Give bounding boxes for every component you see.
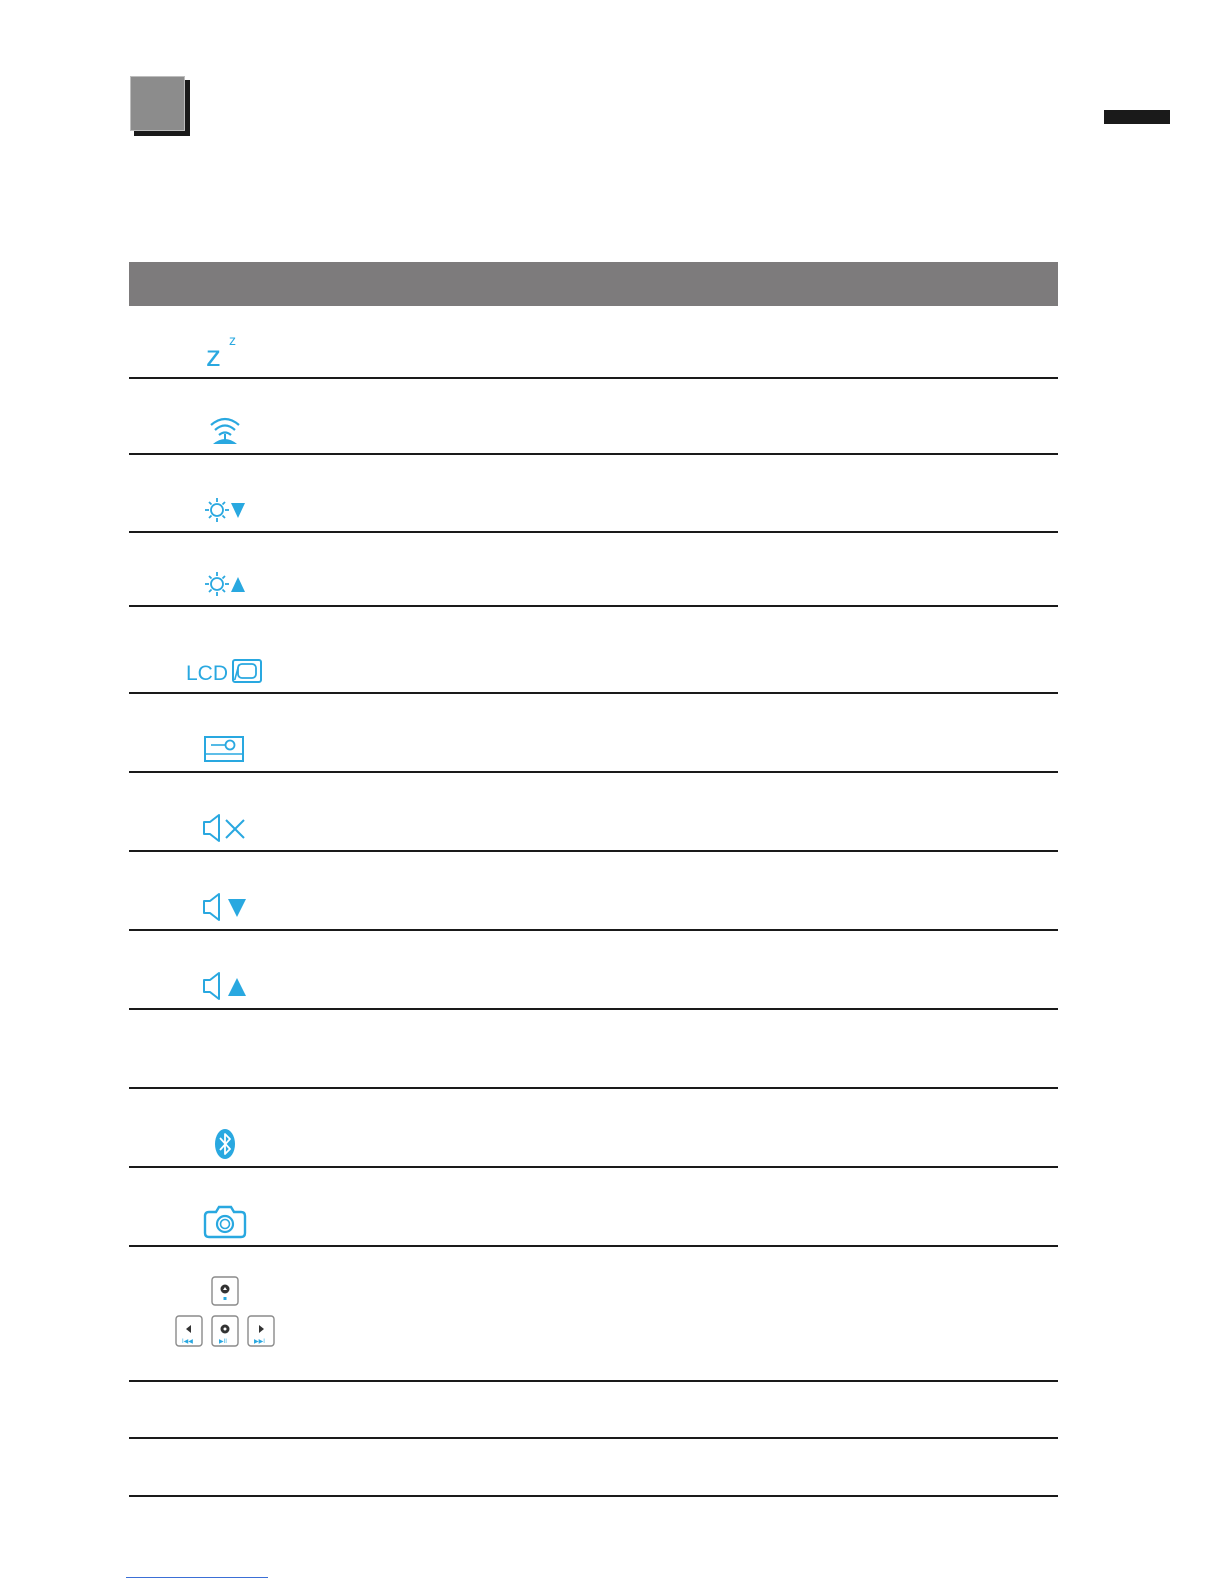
table-row (129, 306, 1058, 379)
table-row (129, 1247, 1058, 1382)
table-row (129, 1010, 1058, 1089)
brightness-down-icon (185, 481, 285, 525)
table-row (129, 852, 1058, 931)
svg-text:▶II: ▶II (219, 1339, 227, 1345)
sleep-icon (185, 327, 285, 371)
svg-text:▶▶I: ▶▶I (254, 1339, 265, 1345)
bluetooth-icon (185, 1116, 285, 1160)
media-keys-icon (173, 1276, 283, 1360)
touchpad-toggle-icon (185, 721, 285, 765)
table-row (129, 607, 1058, 694)
svg-text:z: z (229, 332, 236, 348)
table-row (129, 533, 1058, 607)
table-row (129, 773, 1058, 852)
hotkey-table (129, 262, 1058, 1497)
wireless-icon (185, 403, 285, 447)
mute-icon (185, 800, 285, 844)
svg-text:I◀◀: I◀◀ (182, 1339, 193, 1345)
camera-icon (185, 1195, 285, 1239)
language-tab (1104, 110, 1170, 124)
display-switch-icon (185, 642, 285, 686)
chapter-marker-face (130, 76, 185, 131)
display-switch-label: LCD / (186, 662, 240, 685)
table-row (129, 1439, 1058, 1497)
chapter-marker (130, 76, 190, 136)
table-row (129, 1382, 1058, 1439)
table-header (129, 262, 1058, 306)
table-row (129, 694, 1058, 773)
footer-link-underline (126, 1577, 268, 1578)
volume-down-icon (185, 879, 285, 923)
volume-up-icon (185, 958, 285, 1002)
table-row (129, 379, 1058, 455)
svg-text:z: z (206, 340, 221, 371)
table-row (129, 1168, 1058, 1247)
table-row (129, 931, 1058, 1010)
table-row (129, 1089, 1058, 1168)
table-row (129, 455, 1058, 533)
brightness-up-icon (185, 555, 285, 599)
